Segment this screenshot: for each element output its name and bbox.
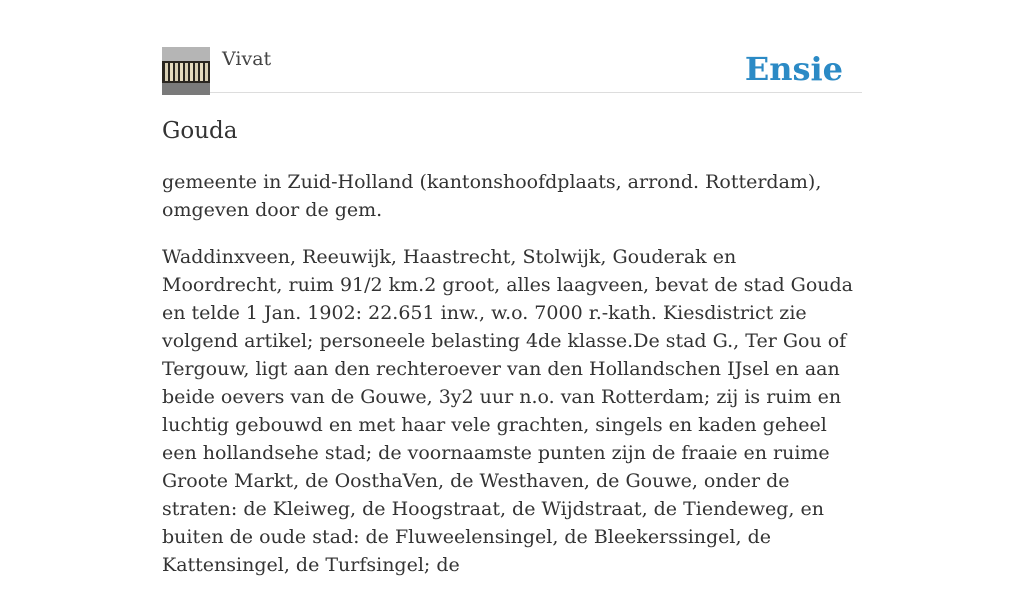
site-logo[interactable]: Ensie — [744, 50, 843, 88]
book-spines-icon — [162, 47, 210, 95]
site-header — [162, 46, 862, 93]
author-name[interactable]: Vivat — [222, 48, 272, 70]
article-body — [162, 168, 862, 598]
author-avatar[interactable] — [162, 47, 210, 95]
article-paragraph: gemeente in Zuid-Holland (kantonshoofdplaats, arrond. Rotterdam), omgeven door de gem. — [162, 171, 822, 221]
article-title: Gouda — [162, 118, 238, 144]
article-paragraph: Waddinxveen, Reeuwijk, Haastrecht, Stolwijk, Gouderak en Moordrecht, ruim 91/2 km.2 groot, alles laagveen, bevat de stad Gouda en telde 1 Jan. 1902: 22.651 inw., w.o. 7000 r.-kath. Kiesdistrict zie volgend artikel; personeele belasting 4de klasse.De stad G., Ter Gou of Tergouw, ligt aan den rechteroever van den Hollandschen IJsel en aan beide oevers van de Gouwe, 3y2 uur n.o. van Rotterdam; zij is ruim en luchtig gebouwd en met haar vele grachten, singels en kaden geheel een hollandsehe stad; de voornaamste punten zijn de fraaie en ruime Groote Markt, de OosthaVen, de Westhaven, de Gouwe, onder de straten: de Kleiweg, de Hoogstraat, de Wijdstraat, de Tiendeweg, en buiten de oude stad: de Fluweelensingel, de Bleekerssingel, de Kattensingel, de Turfsingel; de — [162, 246, 853, 576]
